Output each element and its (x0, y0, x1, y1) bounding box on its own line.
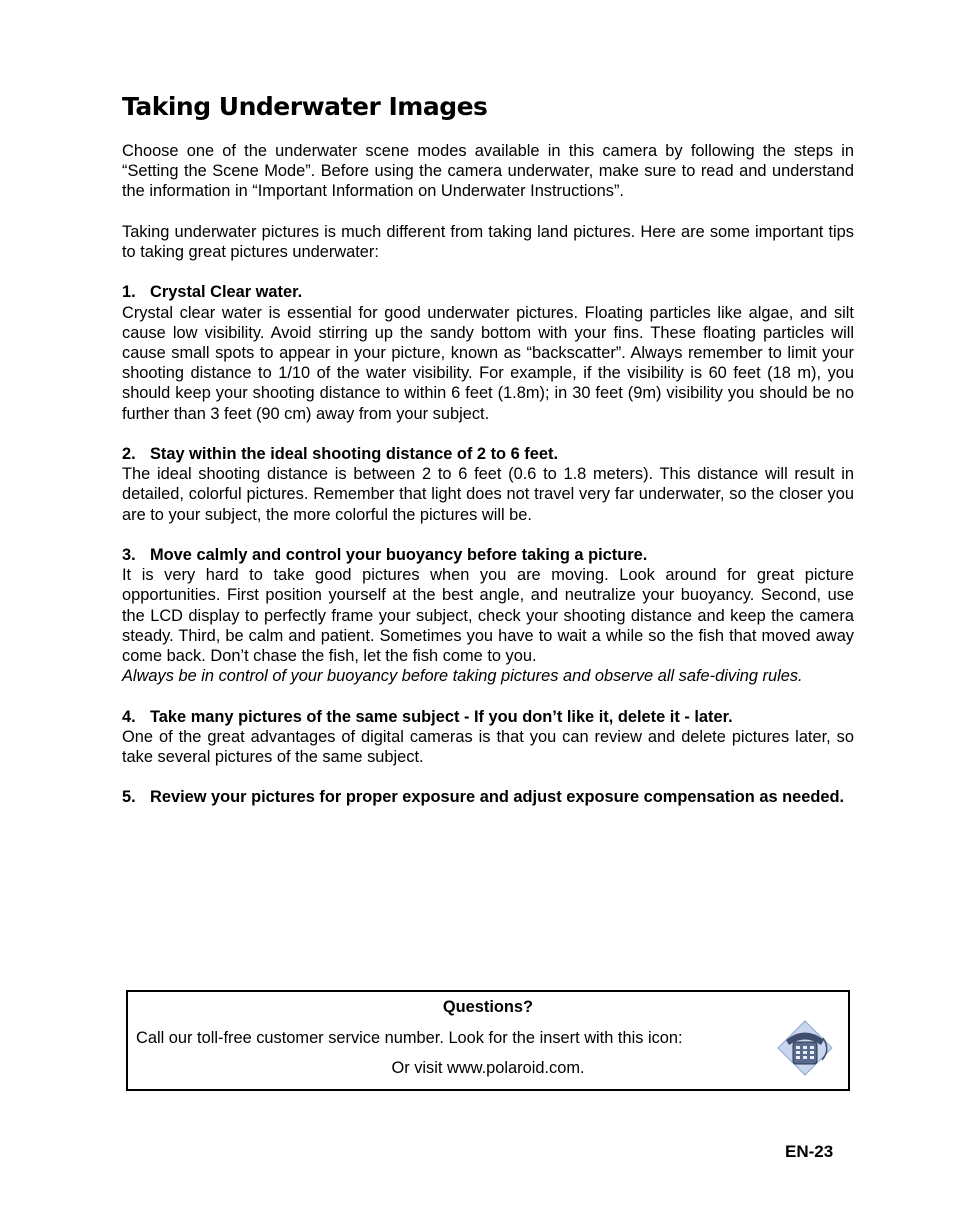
questions-title: Questions? (442, 998, 534, 1016)
questions-call-text: Call our toll-free customer service number. Look for the insert with this icon: (136, 1029, 683, 1047)
tip-number: 5. (122, 788, 136, 807)
tip-number: 3. (122, 546, 136, 564)
tip-heading (122, 707, 854, 727)
page-number: EN-23 (785, 1142, 834, 1161)
telephone-icon (776, 1020, 834, 1076)
tip-heading-text: Stay within the ideal shooting distance of 2 to 6 feet. (150, 445, 558, 463)
tip-text: It is very hard to take good pictures when you are moving. Look around for great picture opportunities. First position yourself at the best angle, and neutralize your buoyancy. Second, use the LCD display to perfectly frame your subject, check your shooting distance and keep the camera steady. Third, be calm and patient. Sometimes you have to wait a while so the fish that moved away come back. Don’t chase the fish, let the fish come to you. (122, 566, 854, 666)
tip-text: One of the great advantages of digital cameras is that you can review and delete pictures later, so take several pictures of the same subject. (122, 727, 854, 767)
tip-number: 4. (122, 707, 136, 726)
tip-heading-text: Take many pictures of the same subject - If you don’t like it, delete it - later. (150, 707, 733, 726)
tip-number: 1. (122, 283, 136, 302)
body-text (122, 141, 854, 808)
tip-heading (122, 545, 854, 565)
questions-box (126, 990, 850, 1091)
tip-text: The ideal shooting distance is between 2 to 6 feet (0.6 to 1.8 meters). This distance will result in detailed, colorful pictures. Remember that light does not travel very far underwater, so the closer you are to your subject, the more colorful the pictures will be. (122, 465, 854, 524)
questions-visit-text: Or visit www.polaroid.com. (391, 1059, 585, 1077)
tip-heading (122, 282, 854, 302)
tip-note: Always be in control of your buoyancy before taking pictures and observe all safe-diving rules. (122, 667, 803, 686)
intro-paragraph: Choose one of the underwater scene modes available in this camera by following the steps in “Setting the Scene Mode”. Before using the camera underwater, make sure to read and understand the information in “Important Information on Underwater Instructions”. (122, 142, 854, 201)
intro-paragraph: Taking underwater pictures is much different from taking land pictures. Here are some important tips to taking great pictures underwater: (122, 222, 854, 261)
tip-text: Crystal clear water is essential for good underwater pictures. Floating particles like algae, and silt cause low visibility. Avoid stirring up the sandy bottom with your fins. These floating particles will cause small spots to appear in your picture, known as “backscatter”. Always remember to limit your shooting distance to 1/10 of the water visibility. For example, if the visibility is 60 feet (18 m), you should keep your shooting distance to within 6 feet (1.8m); in 30 feet (9m) visibility you should be no further than 3 feet (90 cm) away from your subject. (122, 303, 854, 423)
tip-heading-text: Review your pictures for proper exposure and adjust exposure compensation as needed. (150, 788, 845, 807)
tip-number: 2. (122, 445, 136, 463)
tip-heading-text: Move calmly and control your buoyancy before taking a picture. (150, 546, 648, 564)
tip-heading (122, 787, 854, 807)
tip-heading-text: Crystal Clear water. (150, 283, 303, 302)
page-title: Taking Underwater Images (122, 92, 488, 121)
tip-heading (122, 444, 854, 464)
